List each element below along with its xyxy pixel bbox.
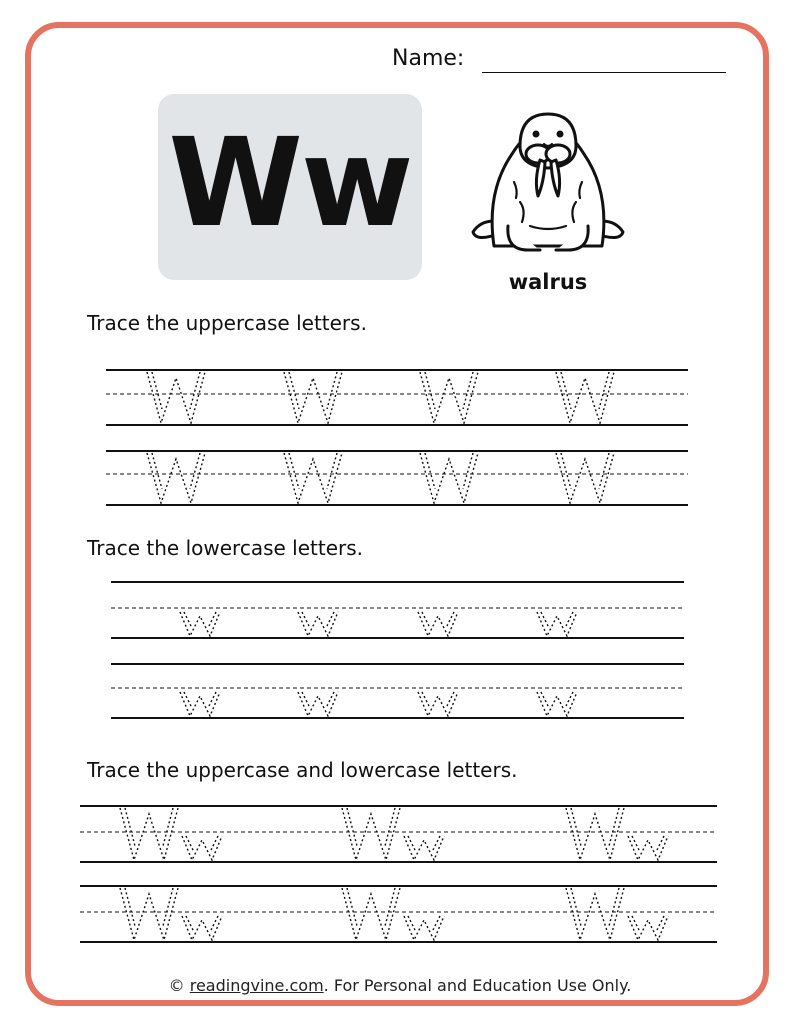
traced-letter-w xyxy=(404,836,444,860)
traced-letter-W xyxy=(342,888,400,940)
traced-letter-w xyxy=(298,612,338,636)
traced-letter-W xyxy=(420,372,478,423)
traced-letter-W xyxy=(556,372,614,423)
section-title-uppercase: Trace the uppercase letters. xyxy=(87,311,367,335)
traced-letter-w xyxy=(298,692,338,716)
traced-letter-W xyxy=(342,808,400,860)
traced-letter-W xyxy=(420,453,478,503)
traced-letter-w xyxy=(537,692,577,716)
traced-letter-w xyxy=(180,612,220,636)
traced-letter-W xyxy=(120,888,178,940)
traced-letter-W xyxy=(566,888,624,940)
traced-letter-W xyxy=(284,453,342,503)
traced-letter-w xyxy=(404,916,444,940)
traced-letter-w xyxy=(628,916,668,940)
name-label: Name: xyxy=(392,46,465,71)
traced-letter-w xyxy=(182,836,222,860)
copyright-symbol: © xyxy=(168,976,185,995)
traced-letter-W xyxy=(284,372,342,423)
traced-letter-w xyxy=(418,692,458,716)
section-title-lowercase: Trace the lowercase letters. xyxy=(87,536,364,560)
traced-letter-w xyxy=(418,612,458,636)
footer-notice: . For Personal and Education Use Only. xyxy=(323,976,632,995)
footer xyxy=(0,976,800,995)
traced-letter-W xyxy=(147,372,205,423)
traced-letter-W xyxy=(120,808,178,860)
traced-letter-W xyxy=(556,453,614,503)
readingvine-link[interactable]: readingvine.com xyxy=(189,976,324,995)
traced-letter-w xyxy=(182,916,222,940)
picture-word: walrus xyxy=(508,270,588,294)
section-title-mixed: Trace the uppercase and lowercase letters. xyxy=(87,758,518,782)
traced-letter-w xyxy=(628,836,668,860)
traced-letter-W xyxy=(147,453,205,503)
traced-letter-W xyxy=(566,808,624,860)
traced-letter-w xyxy=(537,612,577,636)
letter-display: Ww xyxy=(168,112,412,254)
traced-letter-w xyxy=(180,692,220,716)
